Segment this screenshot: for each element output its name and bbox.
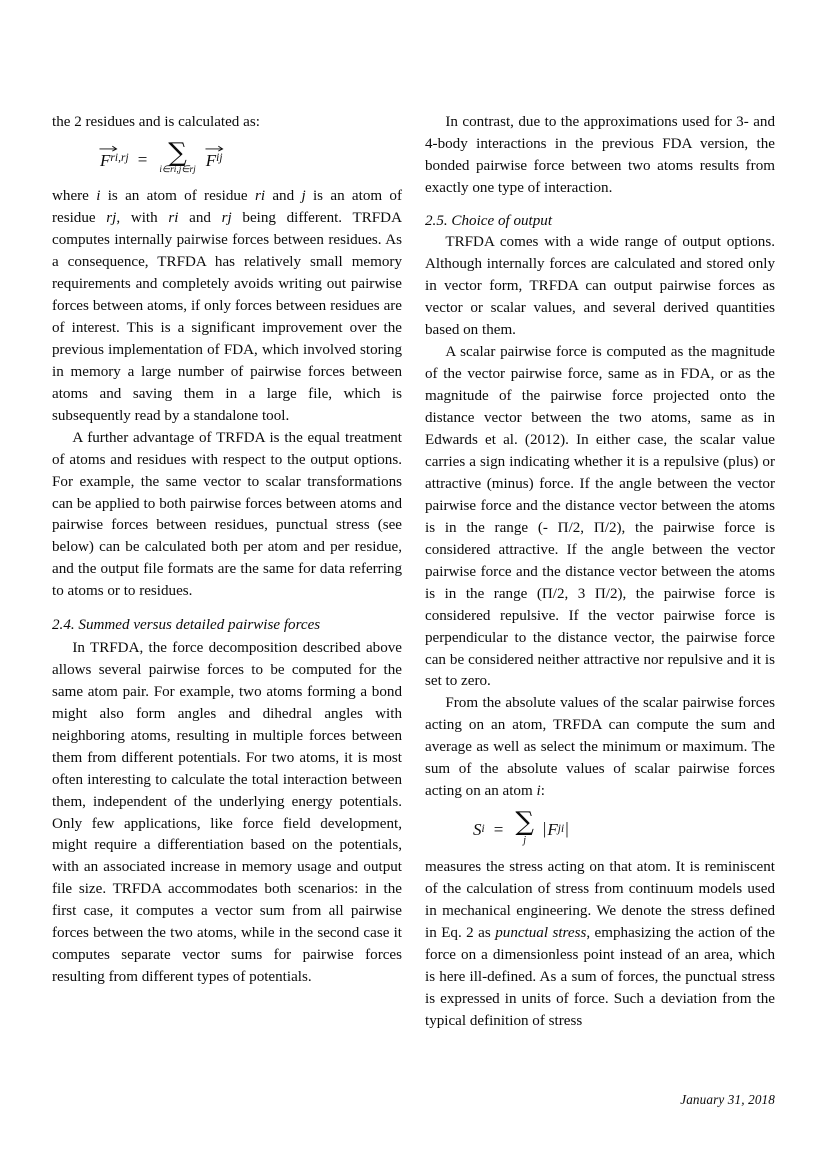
equation-2-bar-left: | (542, 819, 547, 839)
math-var-rj: rj (106, 210, 117, 227)
right-paragraph-5-pre: measures the stress acting on that atom. It is reminiscent of the calculation of stress from continuum models used in mechanical engineering. We denote the stress defined in Eq. 2 as (425, 859, 775, 941)
left-paragraph-3: A further advantage of TRFDA is the equal treatment of atoms and residues with respect to the output options. For example, the same vector to scalar transformations can be applied to both pairwise forces between atoms and pairwise forces between residues, punctual stress (see below) can be calculated both per atom and per residue, and the output file formats are the same for data referring to atoms or to residues. (52, 429, 402, 600)
equation-1-summation (159, 137, 196, 175)
right-paragraph-3: A scalar pairwise force is computed as the magnitude of the vector pairwise force, same as in FDA, or as the magnitude of the pairwise force projected onto the distance vector between the two atoms, same as in Edwards et al. (2012). In either case, the scalar value carries a sign indicating whether it is a repulsive (plus) or attractive (minus) force. If the angle between the vector pairwise force and the distance vector between the atoms is in the range (- Π/2, Π/2), the pairwise force is considered attractive. If the angle between the vector pairwise force and the distance vector between the atoms is in the range (Π/2, 3 Π/2), the pairwise force is considered repulsive. If the vector pairwise force is perpendicular to the distance vector, the pairwise force can be considered neither attractive nor repulsive and it is set to zero. (425, 344, 775, 690)
equation-1-operator: = (137, 149, 148, 169)
right-paragraph-2: TRFDA comes with a wide range of output options. Although internally forces are calculated and stored only in vector form, TRFDA can output pairwise forces as vector or scalar values, and several derived quantities based on them. (425, 234, 775, 339)
equation-1-expression (100, 137, 223, 175)
equation-2-operator: = (493, 819, 504, 839)
right-paragraph-1: In contrast, due to the approximations used for 3- and 4-body interactions in the previous FDA version, the bonded pairwise force between two atoms results from exactly one type of interaction. (425, 114, 775, 196)
right-paragraph-4 (425, 693, 775, 803)
left-paragraph-2-mid3: is an atom of residue (52, 188, 403, 227)
left-paragraph-2-mid1: is an atom of residue (100, 188, 255, 205)
equation-1-sum-limits: i∈ri,j∈rj (159, 164, 196, 175)
math-var-i: i (96, 188, 101, 205)
equation-1-lhs-subscript: ri,rj (110, 152, 129, 165)
equation-2-rhs-subscript: ji (557, 822, 565, 835)
math-var-i-right: i (536, 783, 541, 800)
left-paragraph-2-pre: where (52, 188, 97, 205)
left-column (52, 112, 402, 1052)
equation-2-sum-limits: j (523, 835, 526, 847)
equation-2-rhs-symbol: F (547, 819, 558, 839)
sigma-icon: ∑ (515, 807, 534, 838)
left-paragraph-4: In TRFDA, the force decomposition described above allows several pairwise forces to be computed for the same atom pair. For example, two atoms forming a bond might also form angles and dihedral angles with neighboring atoms, resulting in multiple forces between them from different potentials. For two atoms, it is most often interesting to calculate the total interaction between them, independent of the underlying energy potentials. Only few applications, like force field development, might require a differentiation based on the potentials, with an associated increase in memory usage and output file size. TRFDA accommodates both scenarios: in the first case, it computes a vector sum from all pairwise forces between the two atoms, while in the second case it computes separate vector sums for pairwise forces resulting from different types of potentials. (52, 639, 402, 986)
equation-1-rhs-subscript: ij (216, 152, 223, 165)
left-paragraph-1: the 2 residues and is calculated as: (52, 114, 260, 130)
sigma-icon: ∑ (168, 137, 187, 168)
section-heading-2-5: 2.5. Choice of output (425, 212, 553, 229)
math-var-rj-2: rj (221, 210, 232, 227)
equation-2-summation (515, 807, 534, 847)
page-footer-date: January 31, 2018 (680, 1092, 775, 1107)
right-paragraph-4-post: : (540, 783, 545, 800)
right-paragraph-5-post: , emphasizing the action of the force on a dimensionless point instead of an area, which is here ill-defined. As a sum of forces, the punctual stress is expressed in units of force. Such a deviation from the typical definition of stress (425, 924, 775, 1029)
math-var-ri: ri (254, 188, 266, 205)
right-paragraph-5 (425, 857, 775, 1033)
emphasis-punctual-stress: punctual stress (495, 924, 587, 941)
equation-2-expression (473, 807, 570, 847)
right-paragraph-4-pre: From the absolute values of the scalar pairwise forces acting on an atom, TRFDA can compute the sum and average as well as select the minimum or maximum. The sum of the absolute values of scalar pairwise forces acting on an atom (425, 695, 775, 800)
equation-2 (425, 807, 775, 847)
right-column (425, 112, 775, 1052)
left-paragraph-2-post: being different. TRFDA computes internally pairwise forces between residues. As a consequence, TRFDA has relatively small memory requirements and completely avoids writing out pairwise forces between atoms, if only forces between residues are of interest. This is a significant improvement over the previous implementation of FDA, which involved storing in memory a large number of pairwise forces between atoms and saving them in a large file, which is subsequently read by a standalone tool. (52, 210, 402, 424)
math-var-ri-2: ri (168, 210, 179, 227)
equation-2-lhs-symbol: S (473, 819, 482, 839)
left-paragraph-2-mid4: , with (116, 210, 169, 227)
math-var-j: j (301, 188, 306, 205)
equation-1-lhs-vector (100, 150, 110, 169)
left-paragraph-2-mid5: and (178, 210, 222, 227)
equation-1-lhs-symbol: F (100, 150, 111, 170)
equation-2-bar-right: | (565, 819, 569, 839)
equation-1-rhs-symbol: F (205, 150, 217, 170)
equation-1-rhs-vector (206, 150, 216, 169)
equation-1 (52, 137, 402, 175)
left-paragraph-2-mid2: and (265, 188, 302, 205)
section-heading-2-4: 2.4. Summed versus detailed pairwise forces (52, 617, 321, 634)
equation-2-lhs-subscript: i (481, 822, 485, 835)
left-paragraph-2 (52, 186, 402, 427)
two-column-body (52, 112, 775, 1052)
